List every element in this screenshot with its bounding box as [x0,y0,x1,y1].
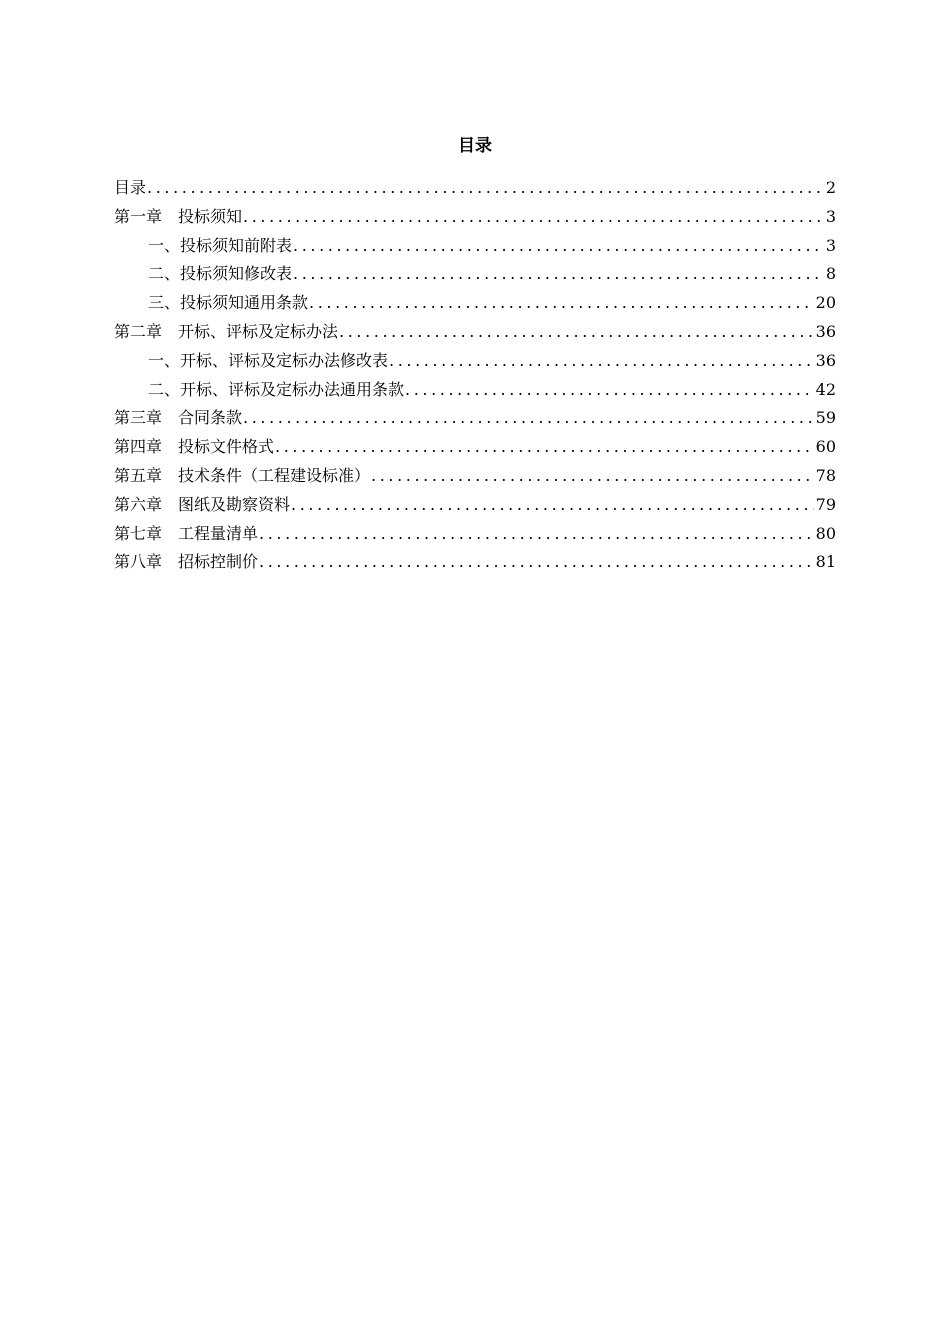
toc-page-number: 20 [815,293,836,313]
toc-dot-leader [243,203,824,232]
toc-dot-leader [259,520,814,549]
toc-dot-leader [259,548,814,577]
toc-entry-label: 第三章 合同条款 [114,408,243,428]
toc-page-number: 80 [815,523,836,543]
toc-entry[interactable] [114,347,836,376]
toc-page-number: 78 [815,465,836,485]
toc-entry-label: 第二章 开标、评标及定标办法 [114,321,339,341]
toc-entry-label: 目录 [114,178,147,197]
toc-page-number: 60 [815,437,836,457]
toc-entry-label: 二、开标、评标及定标办法通用条款 [148,379,405,399]
toc-entry[interactable] [114,260,836,289]
toc-entry-label: 第七章 工程量清单 [114,523,259,543]
toc-list [114,174,836,577]
toc-dot-leader [371,462,814,491]
toc-dot-leader [275,433,814,462]
toc-entry-label: 第六章 图纸及勘察资料 [114,494,291,514]
toc-dot-leader [293,260,824,289]
toc-entry[interactable] [114,289,836,318]
toc-entry-label: 一、开标、评标及定标办法修改表 [148,350,389,370]
toc-entry-label: 二、投标须知修改表 [148,264,293,284]
toc-page-number: 81 [815,552,836,572]
toc-entry[interactable] [114,548,836,577]
toc-page-number: 3 [825,206,836,226]
toc-entry-label: 第一章 投标须知 [114,206,243,226]
toc-page-number: 36 [815,350,836,370]
toc-title: 目录 [458,136,492,156]
toc-page-number: 59 [815,408,836,428]
toc-page-number: 42 [815,379,836,399]
toc-entry[interactable] [114,462,836,491]
toc-dot-leader [291,491,814,520]
toc-page-number: 36 [815,321,836,341]
toc-dot-leader [147,174,824,203]
toc-entry-label: 第五章 技术条件（工程建设标准） [114,465,371,485]
toc-entry[interactable] [114,174,836,203]
toc-dot-leader [405,376,814,405]
toc-entry[interactable] [114,318,836,347]
toc-entry[interactable] [114,404,836,433]
toc-entry[interactable] [114,203,836,232]
toc-dot-leader [389,347,814,376]
toc-dot-leader [309,289,814,318]
toc-page-number: 79 [815,494,836,514]
toc-page-number: 3 [825,235,836,255]
toc-entry-label: 一、投标须知前附表 [148,235,293,255]
toc-entry-label: 第八章 招标控制价 [114,552,259,572]
toc-entry[interactable] [114,232,836,261]
toc-entry-label: 第四章 投标文件格式 [114,437,275,457]
toc-entry[interactable] [114,376,836,405]
toc-entry[interactable] [114,491,836,520]
toc-entry[interactable] [114,433,836,462]
toc-dot-leader [339,318,814,347]
toc-entry[interactable] [114,520,836,549]
toc-entry-label: 三、投标须知通用条款 [148,293,309,313]
toc-dot-leader [243,404,814,433]
toc-page-number: 2 [825,178,836,197]
toc-page-number: 8 [825,264,836,284]
toc-dot-leader [293,232,824,261]
